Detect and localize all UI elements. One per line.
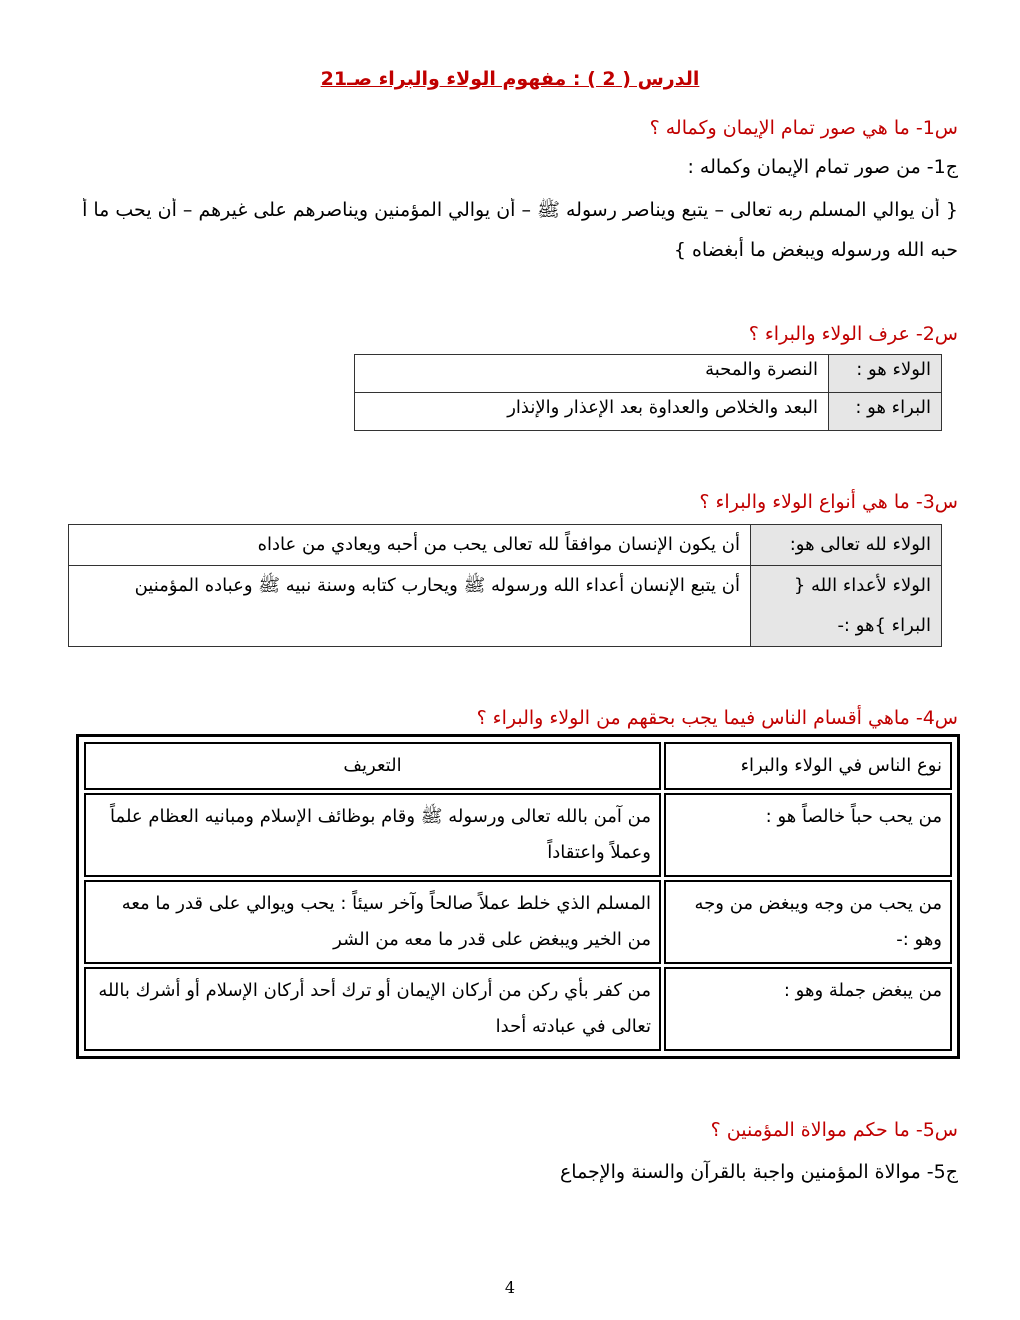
category-type-cell: من يحب حباً خالصاً هو : [664,793,952,877]
categories-table-frame [76,734,960,1059]
category-type-cell: من يحب من وجه ويبغض من وجه وهو :- [664,880,952,964]
question-4: س4- ماهي أقسام الناس فيما يجب بحقهم من الولاء والبراء ؟ [476,707,958,729]
question-5: س5- ما حكم موالاة المؤمنين ؟ [710,1119,958,1141]
table-label-cell: الولاء هو : [829,355,942,393]
table-row [355,393,942,431]
page-number: 4 [504,1278,516,1297]
table-row [84,793,952,877]
category-type-cell: من يبغض جملة وهو : [664,967,952,1051]
category-definition-cell: المسلم الذي خلط عملاً صالحاً وآخر سيئاً : يحب ويوالي على قدر ما معه من الخير ويبغض على قدر ما معه من الشر [84,880,661,964]
table-value-cell: النصرة والمحبة [355,355,829,393]
definition-table [354,354,942,431]
table-label-cell: الولاء لله تعالى هو: [751,525,942,566]
question-1: س1- ما هي صور تمام الإيمان وكماله ؟ [649,117,958,139]
table-header-row [84,742,952,790]
table-row [69,566,942,647]
question-2: س2- عرف الولاء والبراء ؟ [748,323,958,345]
categories-table [81,739,955,1054]
table-value-cell: البعد والخلاص والعداوة بعد الإعذار والإنذار [355,393,829,431]
table-row [84,967,952,1051]
column-header-definition: التعريف [84,742,661,790]
category-definition-cell: من كفر بأي ركن من أركان الإيمان أو ترك أحد أركان الإسلام أو أشرك بالله تعالى في عبادته أحدا [84,967,661,1051]
table-value-cell: أن يكون الإنسان موافقاً لله تعالى يحب من أحبه ويعادي من عاداه [69,525,751,566]
category-definition-cell: من آمن بالله تعالى ورسوله ﷺ وقام بوظائف الإسلام ومبانيه العظام علماً وعملاً واعتقاداً [84,793,661,877]
answer-1-intro: ج1- من صور تمام الإيمان وكماله : [687,156,958,178]
column-header-type: نوع الناس في الولاء والبراء [664,742,952,790]
answer-5: ج5- موالاة المؤمنين واجبة بالقرآن والسنة والإجماع [559,1161,958,1183]
lesson-title: الدرس ( 2 ) : مفهوم الولاء والبراء صـ21 [320,68,700,90]
table-value-cell: أن يتبع الإنسان أعداء الله ورسوله ﷺ ويحارب كتابه وسنة نبيه ﷺ وعباده المؤمنين [69,566,751,647]
table-label-cell: البراء هو : [829,393,942,431]
table-label-cell: الولاء لأعداء الله { البراء }هو :- [751,566,942,647]
answer-1-line2: حبه الله ورسوله ويبغض ما أبغضاه } [673,239,958,261]
answer-1-line1: { أن يوالي المسلم ربه تعالى – يتبع ويناصر رسوله ﷺ – أن يوالي المؤمنين ويناصرهم على غيرهم – أن يحب ما أ [82,199,958,221]
table-row [355,355,942,393]
table-row [69,525,942,566]
types-table [68,524,942,647]
table-row [84,880,952,964]
question-3: س3- ما هي أنواع الولاء والبراء ؟ [699,491,958,513]
